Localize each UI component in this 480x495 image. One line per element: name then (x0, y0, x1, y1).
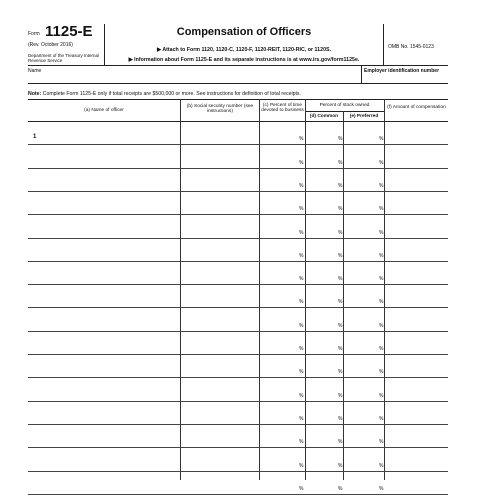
department-label: Department of the Treasury Internal Revenue Service (28, 53, 100, 63)
percent-time-sign: % (299, 206, 304, 212)
percent-preferred-sign: % (379, 276, 384, 282)
ein-divider (361, 66, 362, 83)
percent-common-sign: % (338, 136, 343, 142)
table-row-rule (28, 401, 448, 402)
percent-preferred-sign: % (379, 439, 384, 445)
percent-time-sign: % (299, 230, 304, 236)
percent-common-sign: % (338, 416, 343, 422)
percent-preferred-sign: % (379, 206, 384, 212)
percent-common-sign: % (338, 346, 343, 352)
table-row-rule (28, 284, 448, 285)
note-text (28, 91, 301, 97)
percent-time-sign: % (299, 160, 304, 166)
table-row-rule (28, 331, 448, 332)
table-row-rule (28, 144, 448, 145)
col-header-compensation: (f) Amount of compensation (387, 105, 446, 110)
row-number: 1 (33, 134, 37, 140)
col-header-stock: Percent of stock owned (319, 103, 370, 108)
percent-time-sign: % (299, 486, 304, 492)
percent-time-sign: % (299, 136, 304, 142)
percent-common-sign: % (338, 276, 343, 282)
table-top-rule (28, 99, 448, 100)
percent-time-sign: % (299, 416, 304, 422)
name-row-bottom-rule (28, 83, 448, 84)
percent-time-sign: % (299, 299, 304, 305)
col-header-common: (d) Common (309, 114, 339, 119)
table-row-rule (28, 377, 448, 378)
header-bottom-rule (28, 65, 448, 66)
note-body: Complete Form 1125-E only if total receipts are $500,000 or more. See instructions for definition of total receipts. (41, 91, 301, 97)
percent-preferred-sign: % (379, 160, 384, 166)
percent-common-sign: % (338, 439, 343, 445)
ein-label: Employer identification number (364, 68, 440, 74)
table-row-rule (28, 471, 448, 472)
percent-preferred-sign: % (379, 299, 384, 305)
percent-time-sign: % (299, 439, 304, 445)
percent-common-sign: % (338, 230, 343, 236)
percent-time-sign: % (299, 183, 304, 189)
revision-date: (Rev. October 2016) (28, 42, 73, 48)
form-title: Compensation of Officers (176, 26, 312, 38)
percent-preferred-sign: % (379, 346, 384, 352)
form-header (0, 0, 480, 64)
percent-preferred-sign: % (379, 486, 384, 492)
percent-common-sign: % (338, 463, 343, 469)
header-divider-right (383, 24, 384, 66)
name-label: Name (28, 68, 42, 74)
col-divider-b-c (259, 99, 260, 480)
percent-common-sign: % (338, 393, 343, 399)
col-divider-c-d (305, 99, 306, 480)
percent-preferred-sign: % (379, 369, 384, 375)
col-header-preferred: (e) Preferred (349, 114, 379, 119)
percent-preferred-sign: % (379, 183, 384, 189)
percent-preferred-sign: % (379, 393, 384, 399)
percent-time-sign: % (299, 346, 304, 352)
col-divider-a-b (180, 99, 181, 480)
table-row-rule (28, 424, 448, 425)
percent-preferred-sign: % (379, 463, 384, 469)
percent-time-sign: % (299, 276, 304, 282)
percent-preferred-sign: % (379, 230, 384, 236)
percent-common-sign: % (338, 183, 343, 189)
percent-common-sign: % (338, 299, 343, 305)
table-row-rule (28, 307, 448, 308)
percent-time-sign: % (299, 369, 304, 375)
percent-common-sign: % (338, 206, 343, 212)
percent-time-sign: % (299, 393, 304, 399)
table-row-rule (28, 168, 448, 169)
percent-preferred-sign: % (379, 416, 384, 422)
percent-time-sign: % (299, 253, 304, 259)
percent-common-sign: % (338, 486, 343, 492)
col-header-ssn: (b) Social security number (see instructions) (186, 104, 254, 114)
table-row-rule (28, 447, 448, 448)
info-instruction: ▶ Information about Form 1125-E and its separate instructions is at www.irs.gov/form1125e. (128, 57, 360, 63)
col-divider-e-f (384, 99, 385, 480)
table-row-rule (28, 191, 448, 192)
percent-preferred-sign: % (379, 253, 384, 259)
table-row-rule (28, 261, 448, 262)
percent-preferred-sign: % (379, 136, 384, 142)
percent-common-sign: % (338, 253, 343, 259)
table-row-rule (28, 238, 448, 239)
stock-subheader-rule (305, 111, 384, 112)
percent-common-sign: % (338, 369, 343, 375)
table-header-bottom-rule (28, 121, 448, 122)
percent-common-sign: % (338, 160, 343, 166)
form-number: 1125-E (45, 23, 93, 40)
omb-number: OMB No. 1545-0123 (388, 44, 434, 50)
attach-instruction: ▶ Attach to Form 1120, 1120-C, 1120-F, 1120-REIT, 1120-RIC, or 1120S. (156, 47, 332, 53)
percent-time-sign: % (299, 323, 304, 329)
percent-preferred-sign: % (379, 323, 384, 329)
form-label: Form (28, 31, 40, 37)
table-row-rule (28, 354, 448, 355)
percent-time-sign: % (299, 463, 304, 469)
col-header-name: (a) Name of officer (84, 108, 124, 113)
note-bold-label: Note: (28, 91, 42, 97)
table-row-rule (28, 214, 448, 215)
col-header-time: (c) Percent of time devoted to business (261, 103, 304, 113)
percent-common-sign: % (338, 323, 343, 329)
